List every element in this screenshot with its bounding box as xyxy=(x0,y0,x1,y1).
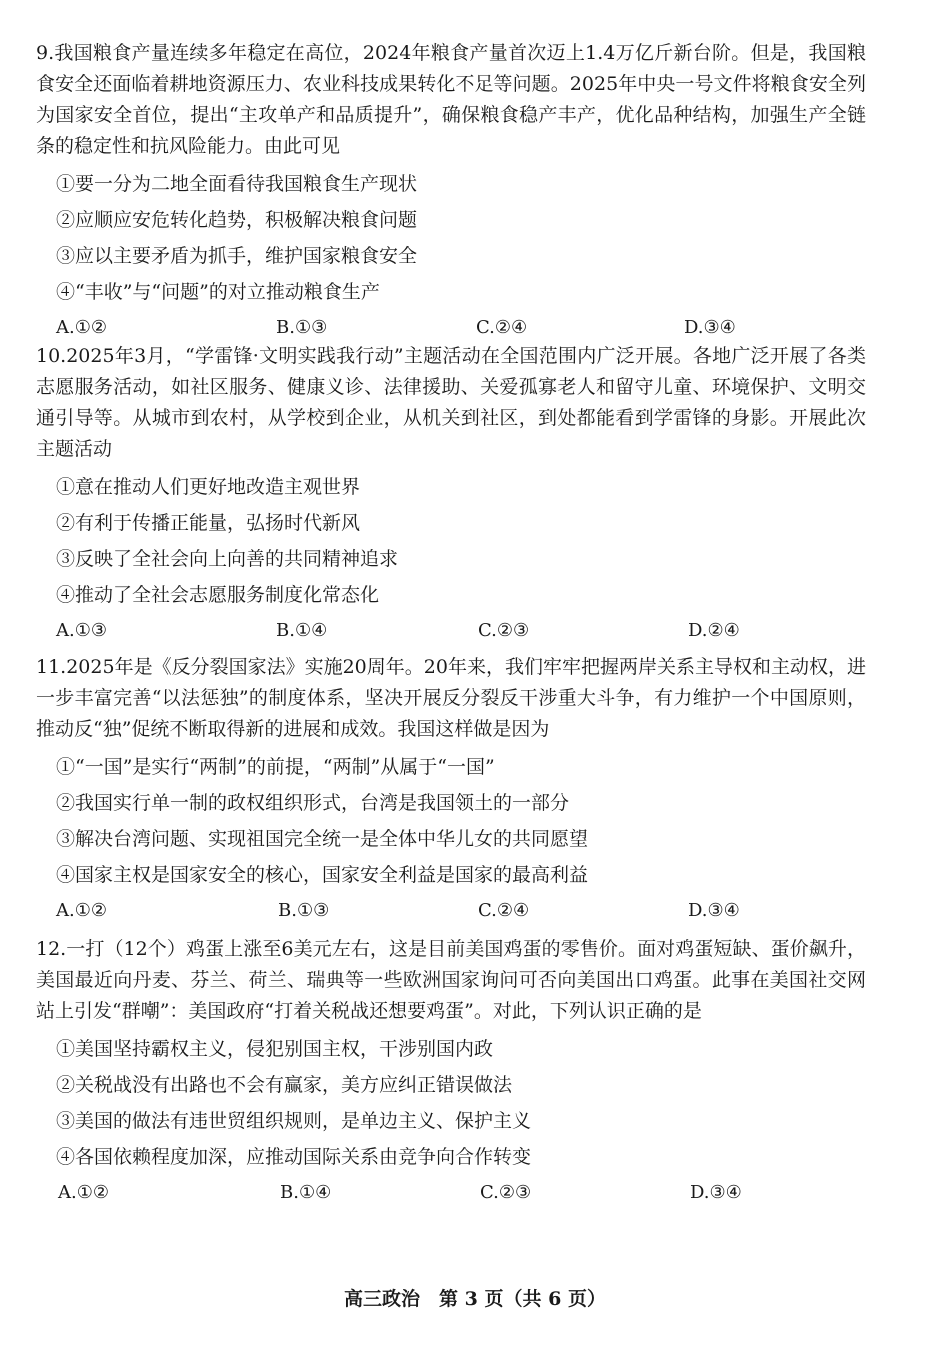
choice-d: D.③④ xyxy=(688,900,740,921)
page-footer: 高三政治 第 3 页（共 6 页） xyxy=(344,1288,606,1310)
question-stem: 11.2025年是《反分裂国家法》实施20周年。20年来，我们牢牢把握两岸关系主导权和主动权，进一步丰富完善“以法惩独”的制度体系，坚决开展反分裂反干涉重大斗争，有力维护一个中国原则，推动反“独”促统不断取得新的进展和成效。我国这样做是因为 xyxy=(36,656,866,740)
choice-c: C.②③ xyxy=(478,620,530,641)
choice-d: D.②④ xyxy=(688,620,740,641)
option-1: ①“一国”是实行“两制”的前提，“两制”从属于“一国” xyxy=(56,756,495,778)
choice-d: D.③④ xyxy=(690,1182,742,1203)
option-4: ④国家主权是国家安全的核心，国家安全利益是国家的最高利益 xyxy=(56,864,589,886)
option-1: ①意在推动人们更好地改造主观世界 xyxy=(56,476,361,498)
question-stem: 12.一打（12个）鸡蛋上涨至6美元左右，这是目前美国鸡蛋的零售价。面对鸡蛋短缺、蛋价飙升，美国最近向丹麦、芬兰、荷兰、瑞典等一些欧洲国家询问可否向美国出口鸡蛋。此事在美国社交网站上引发“群嘲”：美国政府“打着关税战还想要鸡蛋”。对此，下列认识正确的是 xyxy=(36,938,866,1022)
choice-a: A.①② xyxy=(58,1182,109,1203)
option-2: ②有利于传播正能量，弘扬时代新风 xyxy=(56,512,361,534)
option-1: ①要一分为二地全面看待我国粮食生产现状 xyxy=(56,173,418,195)
option-4: ④“丰收”与“问题”的对立推动粮食生产 xyxy=(56,281,380,303)
option-1: ①美国坚持霸权主义，侵犯别国主权，干涉别国内政 xyxy=(56,1038,494,1060)
option-3: ③解决台湾问题、实现祖国完全统一是全体中华儿女的共同愿望 xyxy=(56,828,589,850)
question-stem: 10.2025年3月，“学雷锋·文明实践我行动”主题活动在全国范围内广泛开展。各地广泛开展了各类志愿服务活动，如社区服务、健康义诊、法律援助、关爱孤寡老人和留守儿童、环境保护、文明交通引导等。从城市到农村，从学校到企业，从机关到社区，到处都能看到学雷锋的身影。开展此次主题活动 xyxy=(36,345,866,460)
choice-d: D.③④ xyxy=(684,317,736,338)
question-12 xyxy=(36,934,866,1211)
option-3: ③应以主要矛盾为抓手，维护国家粮食安全 xyxy=(56,245,418,267)
answer-choices xyxy=(36,613,866,649)
question-11 xyxy=(36,652,866,929)
choice-a: A.①② xyxy=(56,317,107,338)
answer-choices xyxy=(36,893,866,929)
choice-b: B.①④ xyxy=(276,620,328,641)
option-4: ④各国依赖程度加深，应推动国际关系由竞争向合作转变 xyxy=(56,1146,532,1168)
choice-b: B.①③ xyxy=(278,900,330,921)
option-2: ②关税战没有出路也不会有赢家，美方应纠正错误做法 xyxy=(56,1074,513,1096)
choice-a: A.①③ xyxy=(56,620,107,641)
answer-choices xyxy=(36,1175,866,1211)
choice-c: C.②④ xyxy=(478,900,530,921)
option-2: ②我国实行单一制的政权组织形式，台湾是我国领土的一部分 xyxy=(56,792,570,814)
choice-b: B.①④ xyxy=(280,1182,332,1203)
option-3: ③反映了全社会向上向善的共同精神追求 xyxy=(56,548,399,570)
option-3: ③美国的做法有违世贸组织规则，是单边主义、保护主义 xyxy=(56,1110,532,1132)
option-2: ②应顺应安危转化趋势，积极解决粮食问题 xyxy=(56,209,418,231)
question-stem: 9.我国粮食产量连续多年稳定在高位，2024年粮食产量首次迈上1.4万亿斤新台阶。但是，我国粮食安全还面临着耕地资源压力、农业科技成果转化不足等问题。2025年中央一号文件将粮食安全列为国家安全首位，提出“主攻单产和品质提升”，确保粮食稳产丰产，优化品种结构，加强生产全链条的稳定性和抗风险能力。由此可见 xyxy=(36,42,866,157)
choice-b: B.①③ xyxy=(276,317,328,338)
question-10 xyxy=(36,341,866,649)
choice-a: A.①② xyxy=(56,900,107,921)
choice-c: C.②④ xyxy=(476,317,528,338)
option-4: ④推动了全社会志愿服务制度化常态化 xyxy=(56,584,380,606)
choice-c: C.②③ xyxy=(480,1182,532,1203)
question-9 xyxy=(36,38,866,346)
